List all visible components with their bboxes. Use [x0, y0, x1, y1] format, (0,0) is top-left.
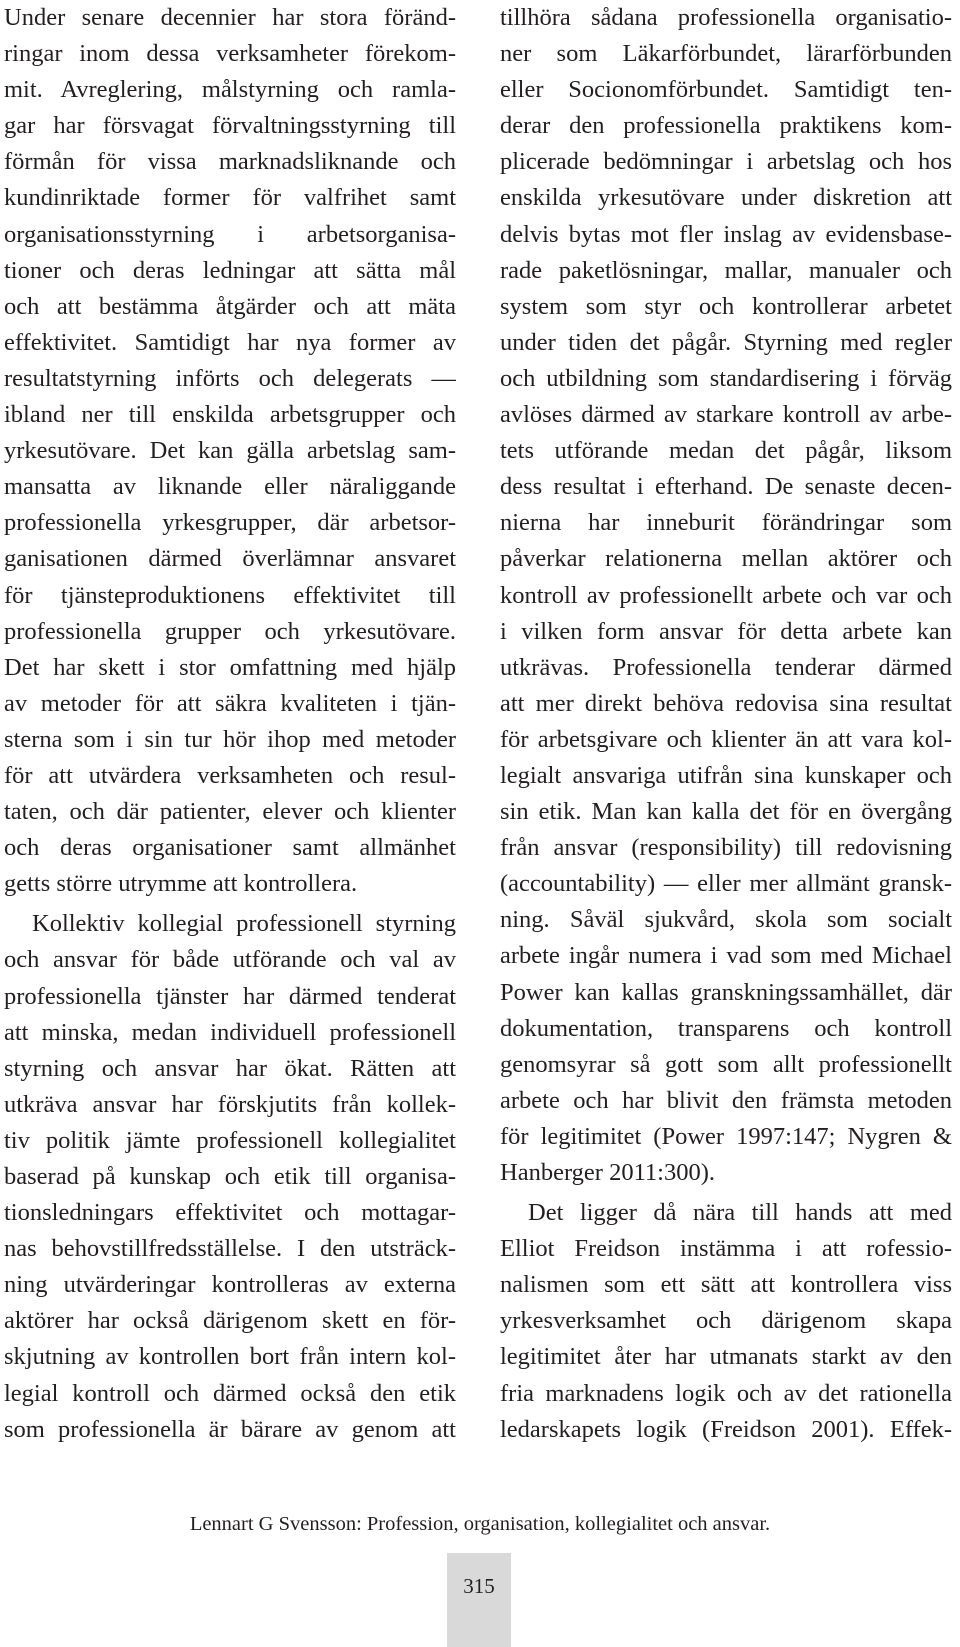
text-line: Power kan kallas granskningssamhället, där — [500, 978, 952, 1006]
right-text-column — [500, 0, 952, 1448]
text-line: baserad på kunskap och etik till organisa- — [4, 1163, 456, 1190]
paragraph-first-line: Det ligger då nära till hands att med — [528, 1199, 952, 1227]
text-line: nierna har inneburit förändringar som — [500, 509, 952, 537]
text-line: dokumentation, transparens och kontroll — [500, 1014, 952, 1042]
text-line: styrning och ansvar har ökat. Rätten att — [4, 1054, 456, 1082]
text-line: yrkesverksamhet och därigenom skapa — [500, 1307, 952, 1335]
text-line: ganisationen därmed överlämnar ansvaret — [4, 545, 456, 573]
text-line: ibland ner till enskilda arbetsgrupper och — [4, 401, 456, 429]
text-line: aktörer har också därigenom skett en för- — [4, 1307, 456, 1335]
text-line: och ansvar för både utförande och val av — [4, 946, 456, 974]
text-line: rade paketlösningar, mallar, manualer och — [500, 256, 952, 284]
text-line: arbete ingår numera i vad som med Michael — [500, 942, 952, 970]
text-line: nas behovstillfredsställelse. I den utsträck- — [4, 1235, 456, 1263]
text-line: plicerade bedömningar i arbetslag och hos — [500, 148, 952, 176]
text-line: tioner och deras ledningar att sätta mål — [4, 256, 456, 284]
text-line: arbete och har blivit den främsta metoden — [500, 1086, 952, 1114]
text-line: taten, och där patienter, elever och klienter — [4, 798, 456, 826]
text-line: professionella grupper och yrkesutövare. — [4, 617, 456, 645]
text-line: sterna som i sin tur hör ihop med metoder — [4, 725, 456, 753]
text-line: skjutning av kontrollen bort från intern kol- — [4, 1343, 456, 1371]
text-line: fria marknadens logik och av det rationella — [500, 1379, 952, 1407]
text-line: mansatta av liknande eller näraliggande — [4, 473, 456, 501]
text-line: avlöses därmed av starkare kontroll av arbe- — [500, 401, 952, 429]
text-line: förmån för vissa marknadsliknande och — [4, 148, 456, 176]
text-line: organisationsstyrning i arbetsorganisa- — [4, 220, 456, 248]
text-line: ringar inom dessa verksamheter förekom- — [4, 40, 456, 68]
text-line: derar den professionella praktikens kom- — [500, 112, 952, 140]
text-line: professionella yrkesgrupper, där arbetsor- — [4, 509, 456, 537]
text-line: legitimitet åter har utmanats starkt av den — [500, 1343, 952, 1371]
text-line: Hanberger 2011:300). — [500, 1159, 715, 1186]
text-line: ledarskapets logik (Freidson 2001). Effek- — [500, 1415, 952, 1443]
text-line: ning. Såväl sjukvård, skola som socialt — [500, 906, 952, 934]
paragraph-first-line: Kollektiv kollegial professionell styrning — [32, 910, 456, 938]
text-line: utkrävas. Professionella tenderar därmed — [500, 653, 952, 681]
text-line: enskilda yrkesutövare under diskretion att — [500, 184, 952, 212]
text-line: getts större utrymme att kontrollera. — [4, 870, 358, 898]
text-line: från ansvar (responsibility) till redovisning — [500, 834, 952, 862]
text-line: Det har skett i stor omfattning med hjälp — [4, 653, 456, 681]
text-line: för att utvärdera verksamheten och resul- — [4, 761, 456, 789]
text-line: Elliot Freidson instämma i att rofessio- — [500, 1235, 952, 1263]
text-line: att mer direkt behöva redovisa sina resultat — [500, 689, 952, 717]
text-line: Under senare decennier har stora föränd- — [4, 4, 456, 31]
text-line: under tiden det pågår. Styrning med regler — [500, 328, 952, 356]
text-line: i vilken form ansvar för detta arbete kan — [500, 617, 952, 645]
text-line: som professionella är bärare av genom att — [4, 1415, 456, 1443]
text-line: yrkesutövare. Det kan gälla arbetslag sam- — [4, 437, 456, 465]
left-text-column — [4, 0, 456, 1448]
text-line: påverkar relationerna mellan aktörer och — [500, 545, 952, 573]
text-line: genomsyrar så gott som allt professionellt — [500, 1050, 952, 1078]
text-line: nalismen som ett sätt att kontrollera viss — [500, 1271, 952, 1299]
text-line: utkräva ansvar har förskjutits från kollek- — [4, 1090, 456, 1118]
text-line: tillhöra sådana professionella organisatio- — [500, 4, 952, 31]
text-line: gar har försvagat förvaltningsstyrning till — [4, 112, 456, 140]
text-line: att minska, medan individuell professionell — [4, 1018, 456, 1046]
text-line: ning utvärderingar kontrolleras av externa — [4, 1271, 456, 1299]
text-line: kontroll av professionellt arbete och var och — [500, 581, 952, 609]
text-line: legial kontroll och därmed också den etik — [4, 1379, 456, 1407]
text-line: dess resultat i efterhand. De senaste decen- — [500, 473, 952, 501]
text-line: och deras organisationer samt allmänhet — [4, 834, 456, 862]
text-line: för tjänsteproduktionens effektivitet till — [4, 581, 456, 609]
page-number-tab — [447, 1553, 511, 1647]
text-line: och utbildning som standardisering i förväg — [500, 364, 952, 392]
text-line: professionella tjänster har därmed tenderat — [4, 982, 456, 1010]
text-line: för legitimitet (Power 1997:147; Nygren & — [500, 1122, 952, 1150]
text-line: tiv politik jämte professionell kollegialitet — [4, 1126, 456, 1154]
text-line: tionsledningars effektivitet och mottagar- — [4, 1199, 456, 1227]
text-line: ner som Läkarförbundet, lärarförbunden — [500, 40, 952, 68]
text-line: system som styr och kontrollerar arbetet — [500, 292, 952, 320]
running-footer: Lennart G Svensson: Profession, organisation, kollegialitet och ansvar. — [189, 1513, 771, 1535]
text-line: (accountability) — eller mer allmänt gransk- — [500, 870, 952, 898]
text-line: av metoder för att säkra kvaliteten i tjän- — [4, 689, 456, 717]
text-line: resultatstyrning införts och delegerats — — [4, 364, 456, 392]
text-line: sin etik. Man kan kalla det för en övergång — [500, 798, 952, 826]
text-line: för arbetsgivare och klienter än att vara kol- — [500, 725, 952, 753]
text-line: och att bestämma åtgärder och att mäta — [4, 292, 456, 320]
text-line: legialt ansvariga utifrån sina kunskaper och — [500, 761, 952, 789]
text-line: kundinriktade former för valfrihet samt — [4, 184, 456, 212]
text-line: mit. Avreglering, målstyrning och ramla- — [4, 76, 456, 104]
page-number: 315 — [463, 1574, 495, 1598]
text-line: delvis bytas mot fler inslag av evidensbase- — [500, 220, 952, 248]
text-line: effektivitet. Samtidigt har nya former av — [4, 328, 456, 356]
text-line: eller Socionomförbundet. Samtidigt ten- — [500, 76, 952, 104]
text-line: tets utförande medan det pågår, liksom — [500, 437, 952, 465]
